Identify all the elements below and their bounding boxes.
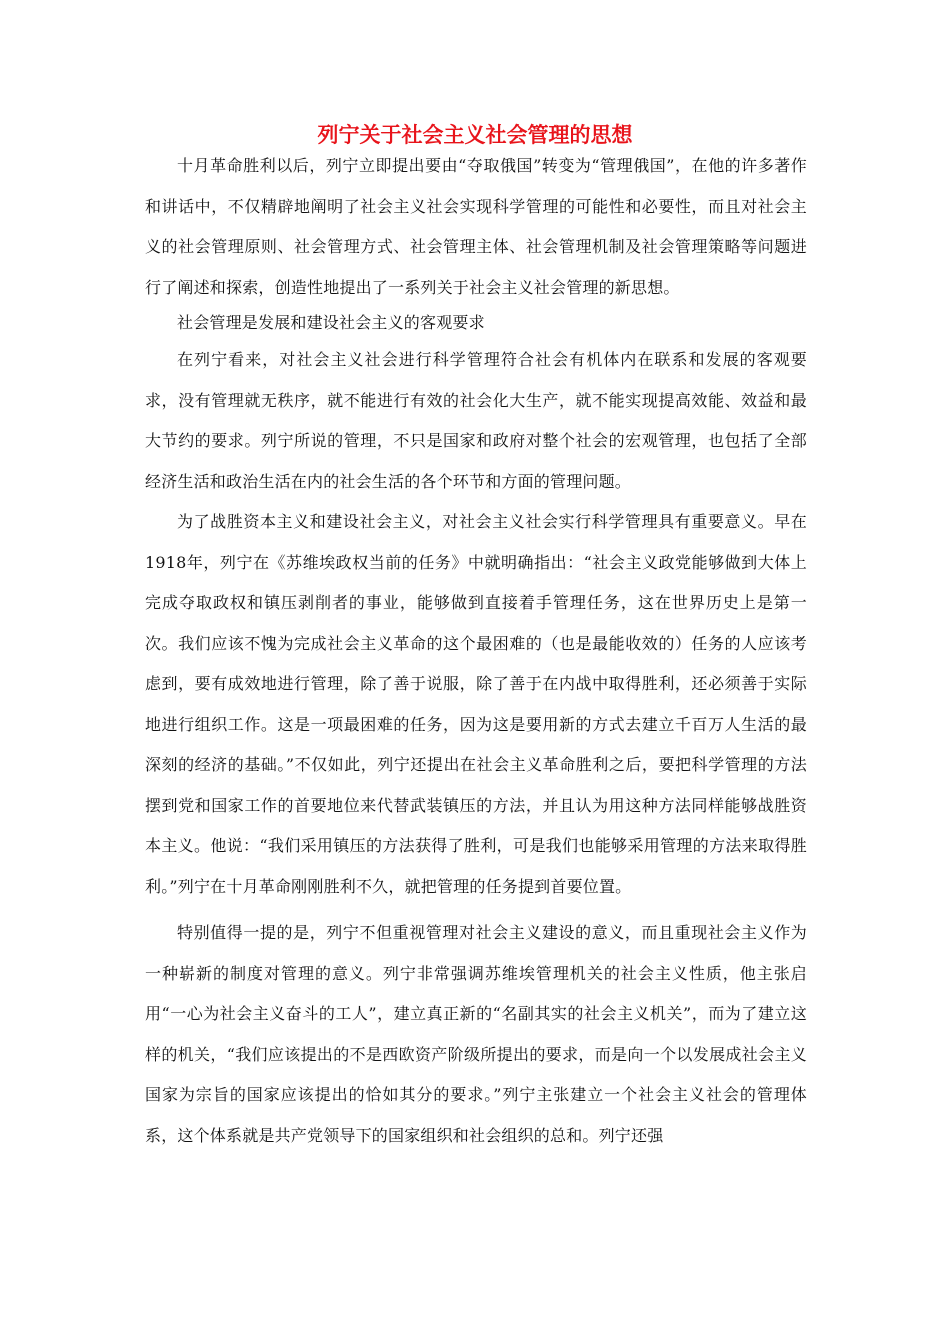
document-title: 列宁关于社会主义社会管理的思想 — [317, 123, 633, 147]
section-heading: 社会管理是发展和建设社会主义的客观要求 — [177, 313, 485, 332]
paragraph-socialist-institutions: 特别值得一提的是，列宁不但重视管理对社会主义建设的意义，而且重现社会主义作为一种崭新的制度对管理的意义。列宁非常强调苏维埃管理机关的社会主义性质，他主张启用“一心为社会主义奋斗的工人”，建立真正新的“名副其实的社会主义机关”，而为了建立这样的机关，“我们应该提出的不是西欧资产阶级所提出的要求，而是向一个以发展成社会主义国家为宗旨的国家应该提出的恰如其分的要求。”列宁主张建立一个社会主义社会的管理体系，这个体系就是共产党领导下的国家组织和社会组织的总和。列宁还强 — [145, 923, 807, 1145]
paragraph-objective-requirement: 在列宁看来，对社会主义社会进行科学管理符合社会有机体内在联系和发展的客观要求，没有管理就无秩序，就不能进行有效的社会化大生产，就不能实现提高效能、效益和最大节约的要求。列宁所说的管理，不只是国家和政府对整个社会的宏观管理，也包括了全部经济生活和政治生活在内的社会生活的各个环节和方面的管理问题。 — [145, 350, 807, 491]
paragraph-importance-of-management: 为了战胜资本主义和建设社会主义，对社会主义社会实行科学管理具有重要意义。早在1918年，列宁在《苏维埃政权当前的任务》中就明确指出：“社会主义政党能够做到大体上完成夺取政权和镇压剥削者的事业，能够做到直接着手管理任务，这在世界历史上是第一次。我们应该不愧为完成社会主义革命的这个最困难的（也是最能收效的）任务的人应该考虑到，要有成效地进行管理，除了善于说服，除了善于在内战中取得胜利，还必须善于实际地进行组织工作。这是一项最困难的任务，因为这是要用新的方式去建立千百万人生活的最深刻的经济的基础。”不仅如此，列宁还提出在社会主义革命胜利之后，要把科学管理的方法摆到党和国家工作的首要地位来代替武装镇压的方法，并且认为用这种方法同样能够战胜资本主义。他说：“我们采用镇压的方法获得了胜利，可是我们也能够采用管理的方法来取得胜利。”列宁在十月革命刚刚胜利不久，就把管理的任务提到首要位置。 — [145, 512, 807, 896]
document-body — [145, 146, 807, 1156]
paragraph-intro: 十月革命胜利以后，列宁立即提出要由“夺取俄国”转变为“管理俄国”，在他的许多著作和讲话中，不仅精辟地阐明了社会主义社会实现科学管理的可能性和必要性，而且对社会主义的社会管理原则、社会管理方式、社会管理主体、社会管理机制及社会管理策略等问题进行了阐述和探索，创造性地提出了一系列关于社会主义社会管理的新思想。 — [145, 156, 807, 297]
